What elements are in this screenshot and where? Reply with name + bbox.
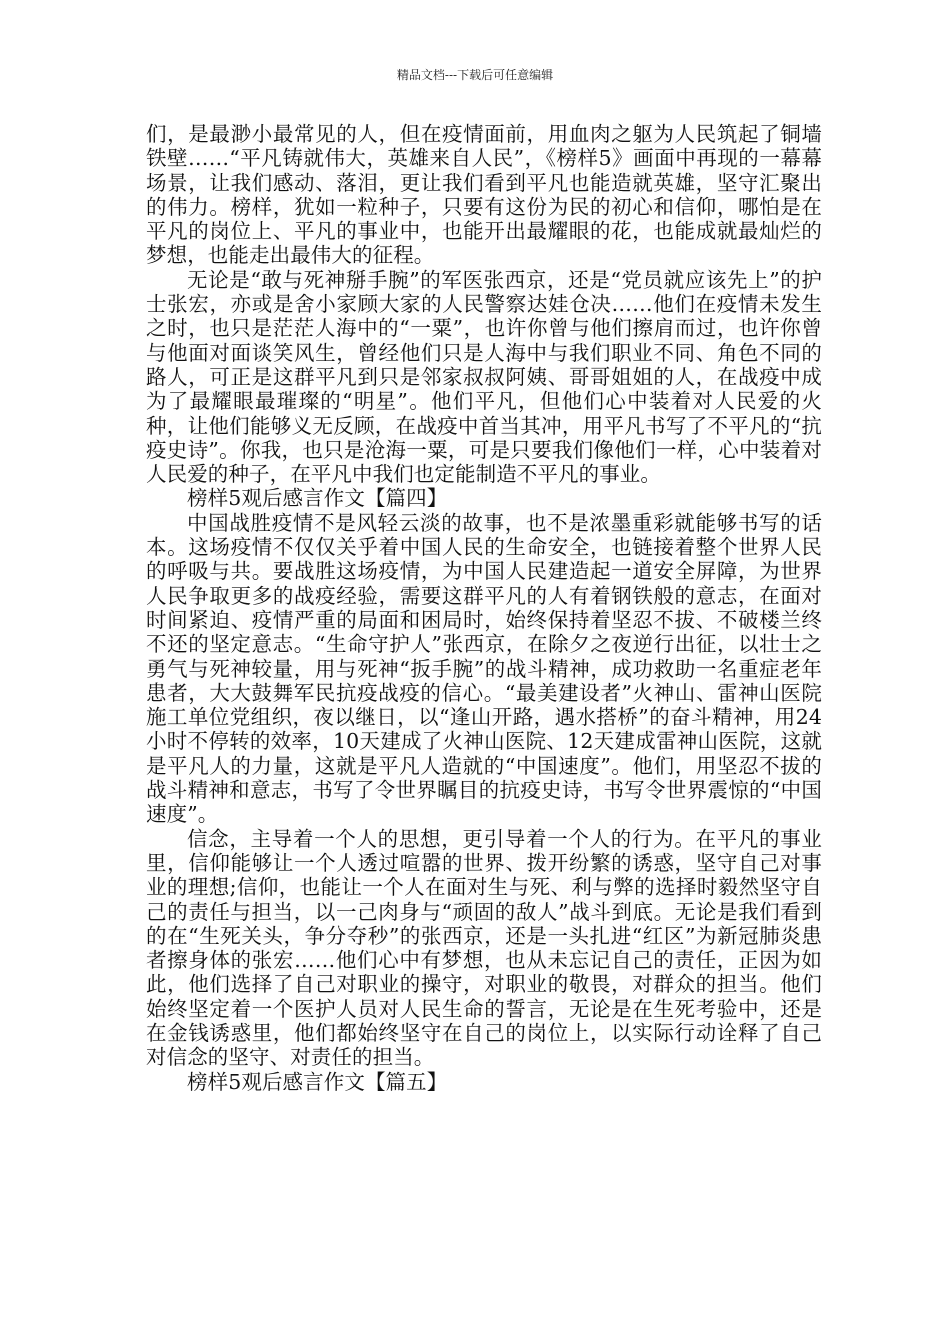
page-header: 精品文档---下载后可任意编辑 — [396, 68, 554, 82]
paragraph: 无论是“敢与死神掰手腕”的军医张西京，还是“党员就应该先上”的护士张宏，亦或是舍小家顾大家的人民警察达娃仓决……他们在疫情未发生之时，也只是茫茫人海中的“一粟”，也许你曾与他们擦肩而过，也许你曾与他面对面谈笑风生，曾经他们只是人海中与我们职业不同、角色不同的路人，可正是这群平凡到只是邻家叔叔阿姨、哥哥姐姐的人，在战疫中成为了最耀眼最璀璨的“明星”。他们平凡，但他们心中装着对人民爱的火种，让他们能够义无反顾，在战疫中首当其冲，用平凡书写了不平凡的“抗疫史诗”。你我，也只是沧海一粟，可是只要我们像他们一样，心中装着对人民爱的种子，在平凡中我们也定能制造不平凡的事业。 — [146, 267, 822, 487]
paragraph: 中国战胜疫情不是风轻云淡的故事，也不是浓墨重彩就能够书写的话本。这场疫情不仅仅关乎着中国人民的生命安全，也链接着整个世界人民的呼吸与共。要战胜这场疫情，为中国人民建造起一道安全屏障，为世界人民争取更多的战疫经验，需要这群平凡的人有着钢铁般的意志，在面对时间紧迫、疫情严重的局面和困局时，始终保持着坚忍不拔、不破楼兰终不还的坚定意志。“生命守护人”张西京，在除夕之夜逆行出征，以壮士之勇气与死神较量，用与死神“扳手腕”的战斗精神，成功救助一名重症老年患者，大大鼓舞军民抗疫战疫的信心。“最美建设者”火神山、雷神山医院施工单位党组织，夜以继日，以“逢山开路，遇水搭桥”的奋斗精神，用24小时不停转的效率，10天建成了火神山医院、12天建成雷神山医院，这就是平凡人的力量，这就是平凡人造就的“中国速度”。他们，用坚忍不拔的战斗精神和意志，书写了令世界瞩目的抗疫史诗，书写令世界震惊的“中国速度”。 — [146, 510, 822, 827]
section-heading-part-five: 榜样5观后感言作文【篇五】 — [187, 1069, 448, 1094]
section-heading-part-four: 榜样5观后感言作文【篇四】 — [187, 486, 448, 511]
paragraph: 信念，主导着一个人的思想，更引导着一个人的行为。在平凡的事业里，信仰能够让一个人透过喧嚣的世界、拨开纷繁的诱惑，坚守自己对事业的理想;信仰，也能让一个人在面对生与死、利与弊的选择时毅然坚守自己的责任与担当，以一己肉身与“顽固的敌人”战斗到底。无论是我们看到的在“生死关头，争分夺秒”的张西京，还是一头扎进“红区”为新冠肺炎患者擦身体的张宏……他们心中有梦想，也从未忘记自己的责任，正因为如此，他们选择了自己对职业的操守，对职业的敬畏，对群众的担当。他们始终坚定着一个医护人员对人民生命的誓言，无论是在生死考验中，还是在金钱诱惑里，他们都始终坚守在自己的岗位上，以实际行动诠释了自己对信念的坚守、对责任的担当。 — [146, 826, 822, 1070]
document-body — [146, 122, 822, 1094]
paragraph-continuation: 们，是最渺小最常见的人，但在疫情面前，用血肉之躯为人民筑起了铜墙铁壁……“平凡铸就伟大，英雄来自人民”，《榜样5》画面中再现的一幕幕场景，让我们感动、落泪，更让我们看到平凡也能造就英雄，坚守汇聚出的伟力。榜样，犹如一粒种子，只要有这份为民的初心和信仰，哪怕是在平凡的岗位上、平凡的事业中，也能开出最耀眼的花，也能成就最灿烂的梦想，也能走出最伟大的征程。 — [146, 122, 822, 268]
